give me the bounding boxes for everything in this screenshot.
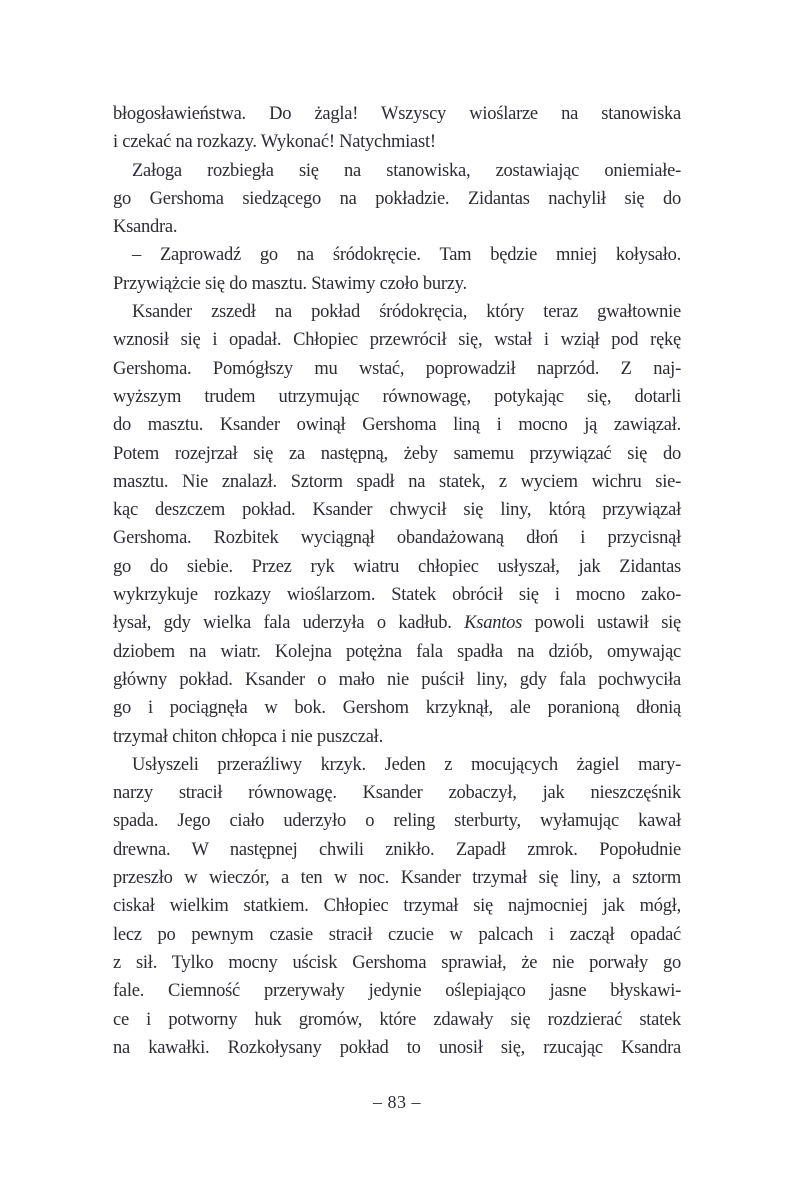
text-block [113, 100, 681, 1062]
text-line: błogosławieństwa. Do żagla! Wszyscy wioślarze na stanowiska [113, 104, 681, 124]
text-line: wyższym trudem utrzymując równowagę, potykając się, dotarli [113, 386, 681, 407]
text-line: go Gershoma siedzącego na pokładzie. Zidantas nachylił się do [113, 188, 681, 209]
text-line: wznosił się i opadał. Chłopiec przewrócił się, wstał i wziął pod rękę [113, 330, 681, 351]
text-line: – Zaprowadź go na śródokręcie. Tam będzie mniej kołysało. [132, 245, 681, 266]
page-footer [113, 1092, 681, 1113]
text-line: fale. Ciemność przerywały jedynie oślepiająco jasne błyskawi- [113, 981, 681, 1002]
text-line: Gershoma. Pomógłszy mu wstać, poprowadził naprzód. Z naj- [113, 358, 681, 379]
text-line: Potem rozejrzał się za następną, żeby samemu przywiązać się do [113, 443, 681, 464]
text-line: Ksandra. [113, 217, 178, 238]
text-line: Załoga rozbiegła się na stanowiska, zostawiając oniemiałe- [132, 160, 681, 181]
text-line: trzymał chiton chłopca i nie puszczał. [113, 726, 383, 747]
text-line: i czekać na rozkazy. Wykonać! Natychmiast! [113, 132, 436, 153]
text-line: z sił. Tylko mocny uścisk Gershoma sprawiał, że nie porwały go [113, 952, 681, 973]
text-line: spada. Jego ciało uderzyło o reling sterburty, wyłamując kawał [113, 811, 681, 832]
page-number: – 83 – [373, 1092, 421, 1112]
text-line: lecz po pewnym czasie stracił czucie w palcach i zaczął opadać [113, 924, 681, 945]
text-line: go do siebie. Przez ryk wiatru chłopiec usłyszał, jak Zidantas [113, 556, 681, 577]
text-line: Przywiążcie się do masztu. Stawimy czoło burzy. [113, 273, 467, 294]
text-line: kąc deszczem pokład. Ksander chwycił się liny, którą przywiązał [113, 500, 681, 521]
text-line: główny pokład. Ksander o mało nie puścił liny, gdy fala pochwyciła [113, 669, 681, 690]
text-line: narzy stracił równowagę. Ksander zobaczył, jak nieszczęśnik [113, 783, 681, 804]
text-line: Usłyszeli przeraźliwy krzyk. Jeden z mocujących żagiel mary- [132, 754, 681, 775]
text-line: Ksander zszedł na pokład śródokręcia, który teraz gwałtownie [132, 302, 681, 323]
text-line: Gershoma. Rozbitek wyciągnął obandażowaną dłoń i przycisnął [113, 528, 681, 549]
italic-text: Ksantos [464, 613, 523, 634]
text-line: do masztu. Ksander owinął Gershoma liną i mocno ją zawiązał. [113, 415, 681, 436]
text-line: ciskał wielkim statkiem. Chłopiec trzymał się najmocniej jak mógł, [113, 896, 681, 917]
text-line: wykrzykuje rozkazy wioślarzom. Statek obrócił się i mocno zako- [113, 585, 681, 606]
text-line: go i pociągnęła w bok. Gershom krzyknął, ale poranioną dłonią [113, 698, 681, 719]
text-line: łysał, gdy wielka fala uderzyła o kadłub. Ksantos powoli ustawił się [113, 613, 681, 634]
text-line: dziobem na wiatr. Kolejna potężna fala spadła na dziób, omywając [113, 641, 681, 662]
text-line: ce i potworny huk gromów, które zdawały się rozdzierać statek [113, 1009, 681, 1030]
text-line: drewna. W następnej chwili znikło. Zapadł zmrok. Popołudnie [113, 839, 681, 860]
text-line: na kawałki. Rozkołysany pokład to unosił się, rzucając Ksandra [113, 1037, 681, 1058]
text-line: przeszło w wieczór, a ten w noc. Ksander trzymał się liny, a sztorm [113, 868, 681, 889]
text-line: masztu. Nie znalazł. Sztorm spadł na statek, z wyciem wichru sie- [113, 471, 681, 492]
